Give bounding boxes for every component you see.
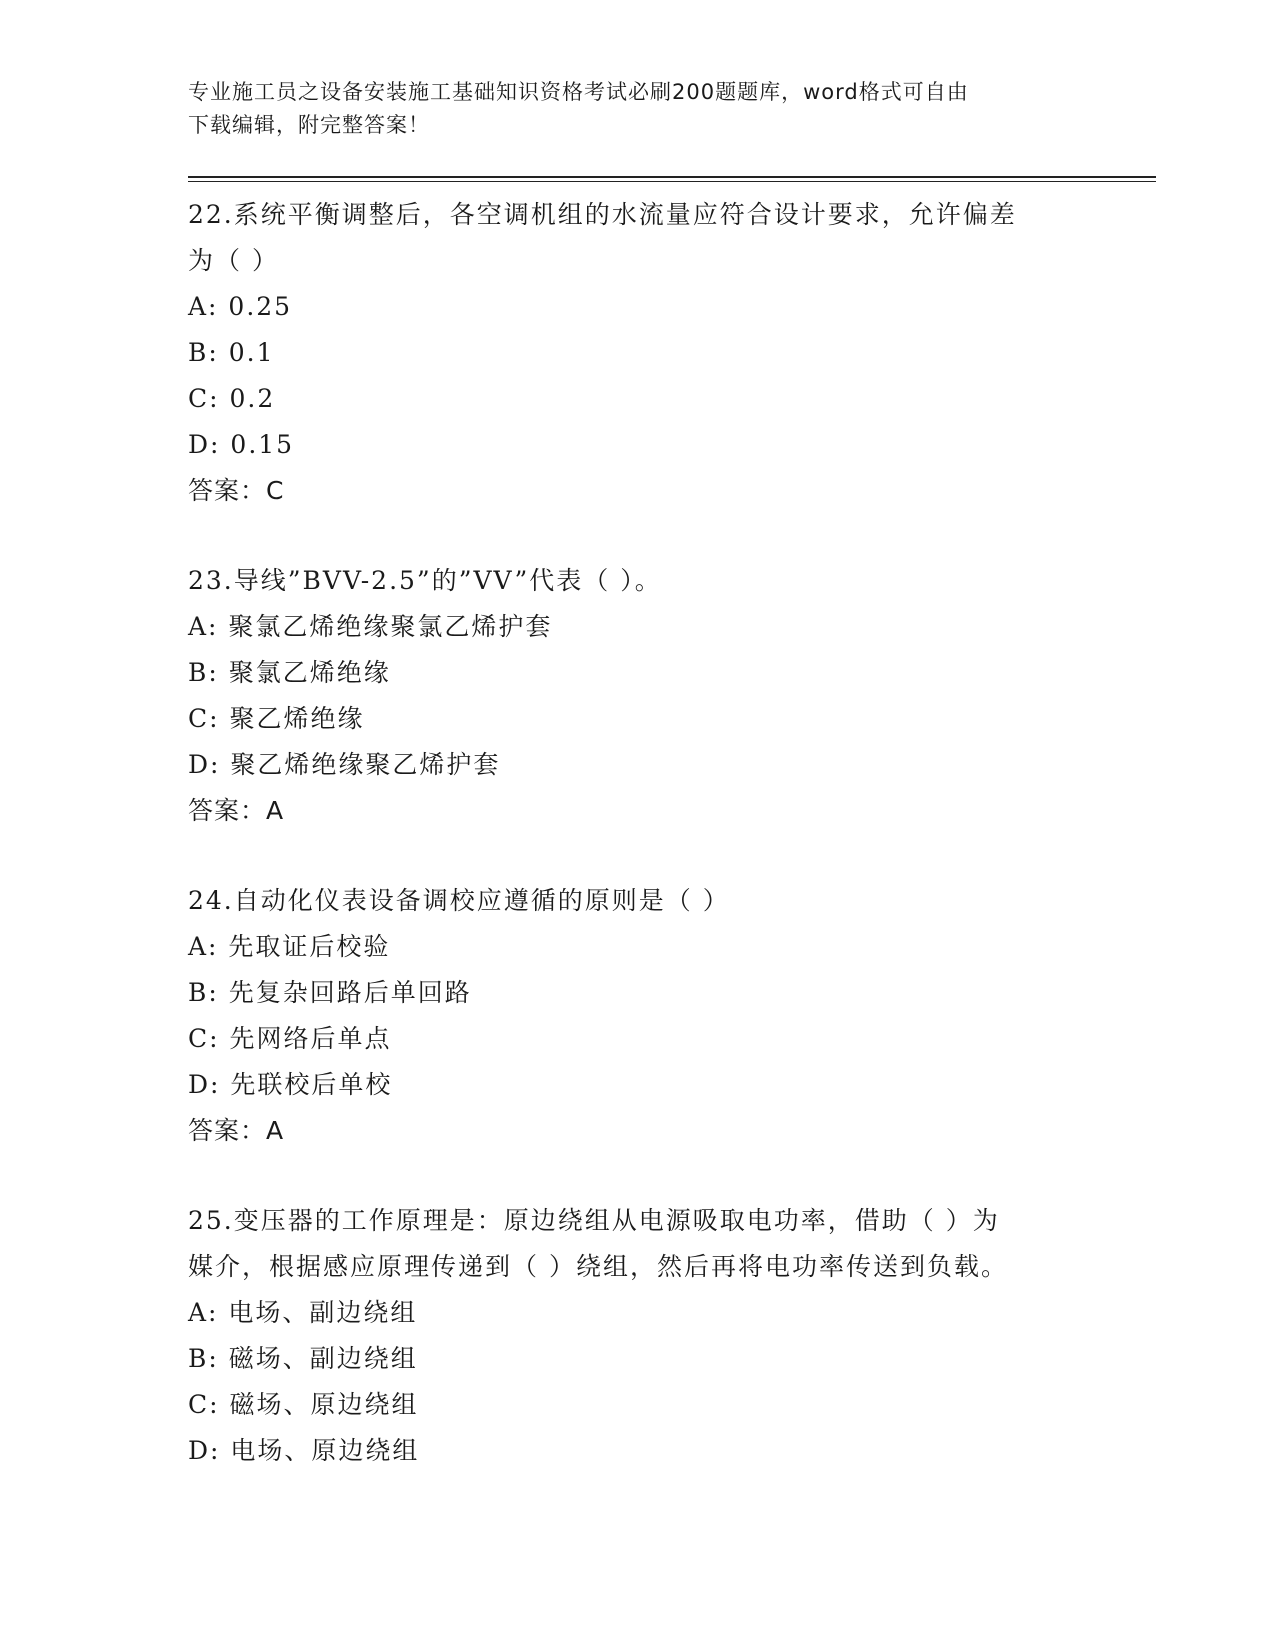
question-22 [188, 192, 1088, 514]
option-a: A: 先取证后校验 [188, 932, 391, 961]
option-c: C: 聚乙烯绝缘 [188, 704, 365, 733]
option-d: D: 0.15 [188, 430, 295, 459]
question-list [188, 192, 1088, 1474]
option-a: A: 聚氯乙烯绝缘聚氯乙烯护套 [188, 612, 553, 641]
header-line-2: 下载编辑，附完整答案！ [188, 113, 430, 137]
option-a: A: 0.25 [188, 292, 293, 321]
option-d: D: 先联校后单校 [188, 1070, 393, 1099]
question-24 [188, 878, 1088, 1154]
option-c: C: 0.2 [188, 384, 276, 413]
option-d: D: 聚乙烯绝缘聚乙烯护套 [188, 750, 501, 779]
question-23 [188, 558, 1088, 834]
answer-label: 答案：A [188, 796, 285, 825]
header-divider-thick [188, 176, 1156, 178]
question-25 [188, 1198, 1088, 1474]
option-b: B: 聚氯乙烯绝缘 [188, 658, 391, 687]
question-stem: 25.变压器的工作原理是：原边绕组从电源吸取电功率，借助（ ）为 [188, 1206, 1000, 1235]
option-b: B: 0.1 [188, 338, 275, 367]
option-c: C: 先网络后单点 [188, 1024, 392, 1053]
option-c: C: 磁场、原边绕组 [188, 1390, 419, 1419]
question-stem: 为（ ） [188, 246, 279, 275]
header-divider-thin [188, 181, 1156, 182]
option-a: A: 电场、副边绕组 [188, 1298, 418, 1327]
question-stem: 22.系统平衡调整后，各空调机组的水流量应符合设计要求，允许偏差 [188, 200, 1017, 229]
question-stem: 媒介，根据感应原理传递到（ ）绕组，然后再将电功率传送到负载。 [188, 1252, 1008, 1281]
option-d: D: 电场、原边绕组 [188, 1436, 420, 1465]
answer-label: 答案：C [188, 476, 285, 505]
option-b: B: 磁场、副边绕组 [188, 1344, 418, 1373]
question-stem: 23.导线”BVV-2.5”的”VV”代表（ ）。 [188, 566, 662, 595]
option-b: B: 先复杂回路后单回路 [188, 978, 472, 1007]
header-line-1: 专业施工员之设备安装施工基础知识资格考试必刷200题题库，word格式可自由 [188, 80, 969, 104]
question-stem: 24.自动化仪表设备调校应遵循的原则是（ ） [188, 886, 730, 915]
answer-label: 答案：A [188, 1116, 285, 1145]
document-header [188, 76, 1088, 142]
